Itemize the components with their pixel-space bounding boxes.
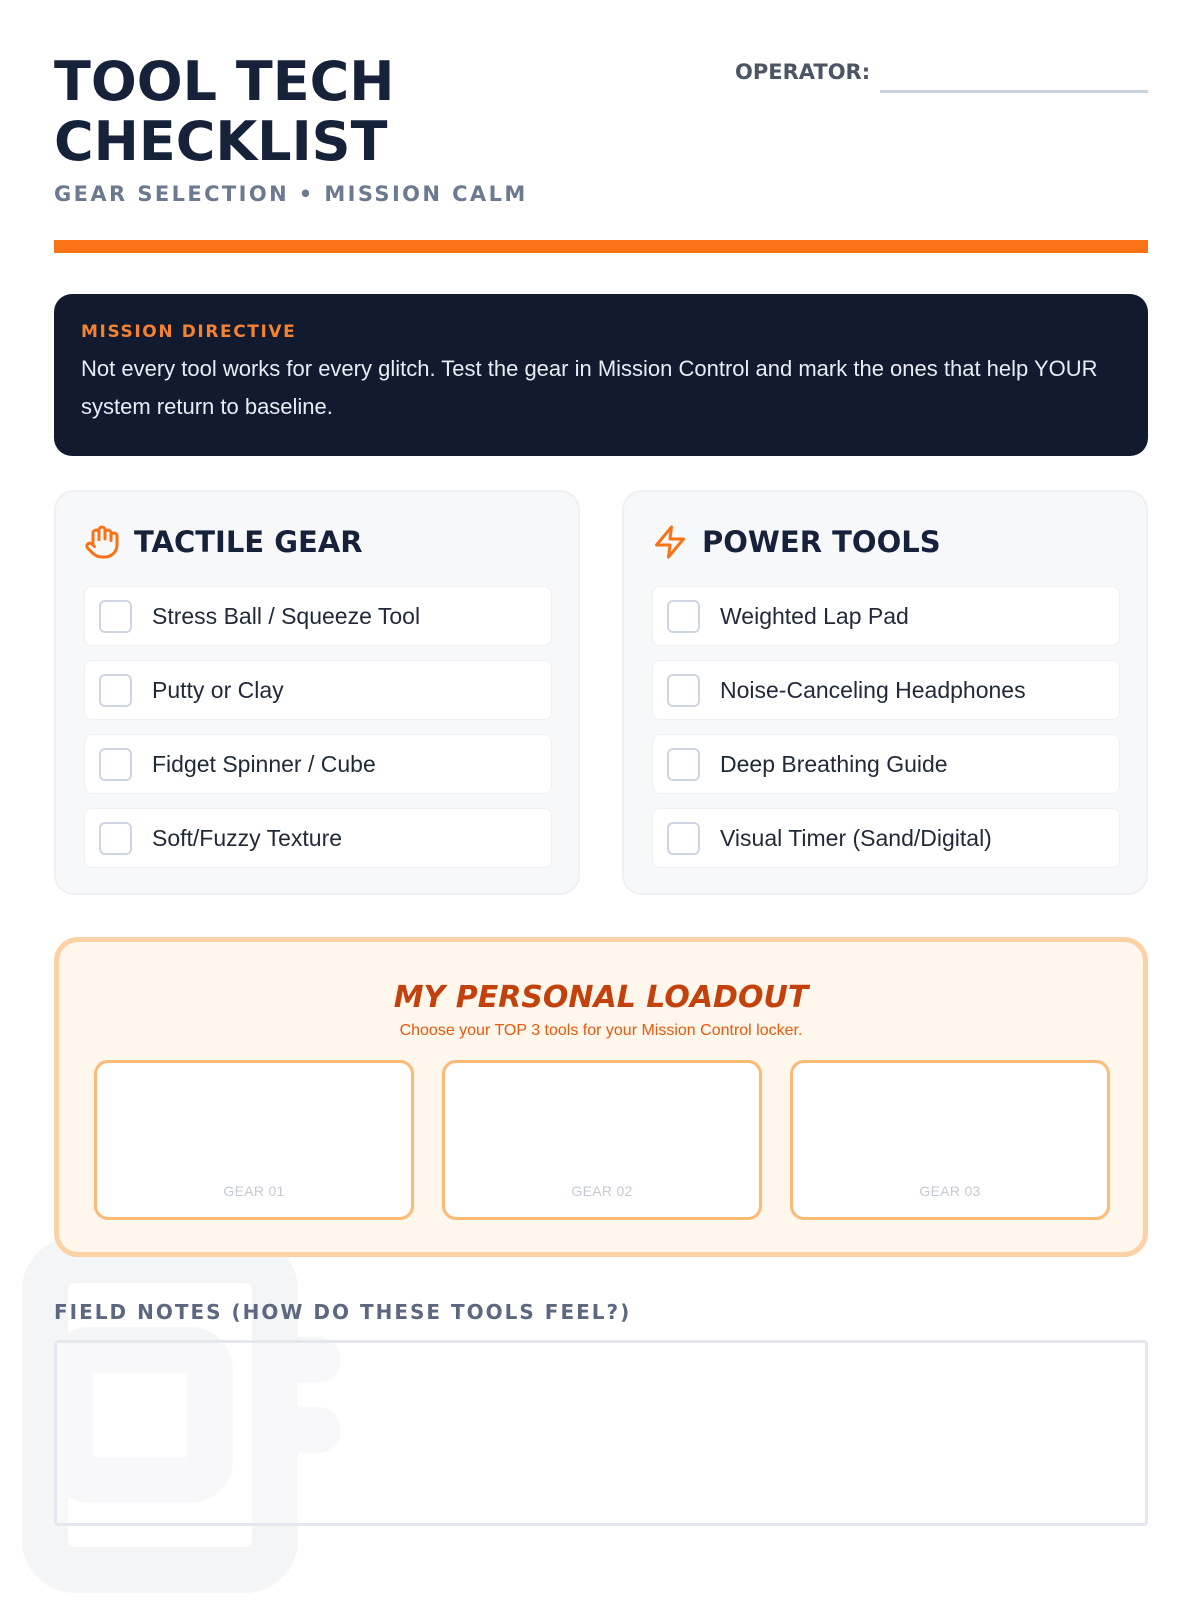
checklist [84,586,552,882]
field-notes-label: FIELD NOTES (HOW DO THESE TOOLS FEEL?) [54,1300,632,1324]
directive-text: Not every tool works for every glitch. Test the gear in Mission Control and mark the ones that help YOUR system return to baseline. [81,356,1098,419]
checklist [652,586,1120,882]
checklist-item[interactable] [652,808,1120,868]
gear-slot-label: GEAR 03 [919,1183,981,1199]
panel-title: TACTILE GEAR [134,525,363,559]
checklist-item[interactable] [84,660,552,720]
checkbox[interactable] [667,822,700,855]
checklist-item[interactable] [652,734,1120,794]
checkbox[interactable] [667,748,700,781]
field-notes-textarea[interactable] [54,1340,1148,1526]
checkbox[interactable] [99,748,132,781]
hand-icon [84,524,120,560]
panel-title: POWER TOOLS [702,525,941,559]
gear-slot-3[interactable] [790,1060,1110,1220]
directive-label: MISSION DIRECTIVE [81,322,297,342]
checklist-item[interactable] [84,808,552,868]
gear-slot-2[interactable] [442,1060,762,1220]
loadout-subtitle: Choose your TOP 3 tools for your Mission Control locker. [399,1022,803,1039]
checklist-item-label: Noise-Canceling Headphones [720,676,1026,703]
title-line-1: TOOL TECH [54,50,395,113]
checkbox[interactable] [99,600,132,633]
tactile-gear-panel [54,490,580,895]
checklist-item[interactable] [652,586,1120,646]
checklist-item[interactable] [652,660,1120,720]
page-subtitle: GEAR SELECTION • MISSION CALM [54,182,528,206]
title-line-2: CHECKLIST [54,110,388,173]
checkbox[interactable] [667,600,700,633]
operator-label: OPERATOR: [735,60,871,84]
checkbox[interactable] [667,674,700,707]
lightning-icon [652,524,688,560]
loadout-slots [94,1060,1110,1220]
loadout-title: MY PERSONAL LOADOUT [393,980,809,1015]
checklist-item-label: Putty or Clay [152,676,284,703]
panel-header [652,524,941,560]
checklist-item[interactable] [84,586,552,646]
operator-name-field[interactable] [880,90,1148,93]
checklist-item-label: Visual Timer (Sand/Digital) [720,824,992,851]
page-title [54,52,574,172]
gear-slot-label: GEAR 01 [223,1183,285,1199]
gear-slot-1[interactable] [94,1060,414,1220]
checklist-item-label: Soft/Fuzzy Texture [152,824,343,851]
checklist-item-label: Weighted Lap Pad [720,602,909,629]
checklist-item-label: Deep Breathing Guide [720,750,948,777]
checklist-item-label: Stress Ball / Squeeze Tool [152,602,421,629]
checklist-item-label: Fidget Spinner / Cube [152,750,376,777]
checkbox[interactable] [99,674,132,707]
header-divider [54,240,1148,253]
checkbox[interactable] [99,822,132,855]
panel-header [84,524,363,560]
gear-slot-label: GEAR 02 [571,1183,633,1199]
mission-directive-card [54,294,1148,456]
personal-loadout-section [54,937,1148,1257]
checklist-item[interactable] [84,734,552,794]
power-tools-panel [622,490,1148,895]
